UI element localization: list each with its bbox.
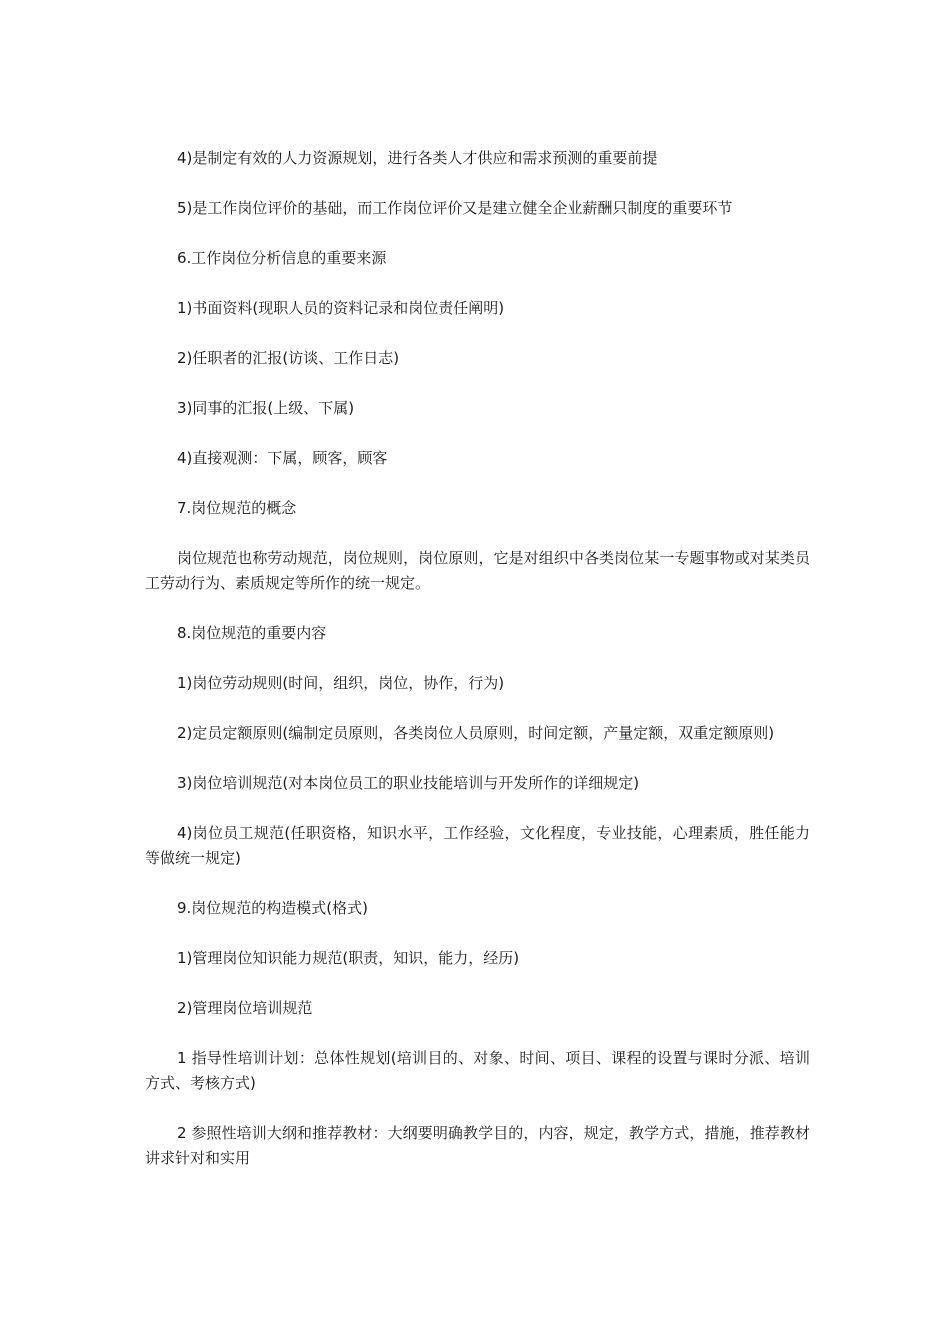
paragraph-item-5-job-evaluation: 5)是工作岗位评价的基础，而工作岗位评价又是建立健全企业薪酬只制度的重要环节 (177, 199, 733, 217)
section-heading-9: 9.岗位规范的构造模式(格式) (177, 899, 369, 917)
paragraph-item-guiding-plan: 1 指导性培训计划：总体性规划(培训目的、对象、时间、项目、课程的设置与课时分派、培训方式、考核方式) (145, 1049, 810, 1092)
paragraph-item-training-spec: 3)岗位培训规范(对本岗位员工的职业技能培训与开发所作的详细规定) (177, 774, 640, 792)
paragraph-item-colleague-reports: 3)同事的汇报(上级、下属) (177, 399, 355, 417)
paragraph-job-spec-definition: 岗位规范也称劳动规范，岗位规则，岗位原则，它是对组织中各类岗位某一专题事物或对某类员工劳动行为、素质规定等所作的统一规定。 (145, 549, 810, 592)
section-heading-8: 8.岗位规范的重要内容 (177, 624, 327, 642)
paragraph-item-management-training: 2)管理岗位培训规范 (177, 999, 313, 1017)
paragraph-item-written-materials: 1)书面资料(现职人员的资料记录和岗位责任阐明) (177, 299, 505, 317)
paragraph-item-incumbent-reports: 2)任职者的汇报(访谈、工作日志) (177, 349, 400, 367)
paragraph-item-staffing-quota: 2)定员定额原则(编制定员原则，各类岗位人员原则，时间定额，产量定额，双重定额原则) (177, 724, 775, 742)
paragraph-item-labor-rules: 1)岗位劳动规则(时间，组织，岗位，协作，行为) (177, 674, 505, 692)
section-heading-7: 7.岗位规范的概念 (177, 499, 297, 517)
paragraph-item-knowledge-ability: 1)管理岗位知识能力规范(职责，知识，能力，经历) (177, 949, 520, 967)
paragraph-item-employee-spec: 4)岗位员工规范(任职资格，知识水平，工作经验，文化程度，专业技能，心理素质，胜任能力等做统一规定) (145, 824, 810, 867)
document-page (145, 146, 810, 1196)
paragraph-item-reference-outline: 2 参照性培训大纲和推荐教材：大纲要明确教学目的，内容，规定，教学方式，措施，推荐教材讲求针对和实用 (145, 1124, 810, 1167)
section-heading-6: 6.工作岗位分析信息的重要来源 (177, 249, 387, 267)
paragraph-item-4-hr-planning: 4)是制定有效的人力资源规划，进行各类人才供应和需求预测的重要前提 (177, 149, 658, 167)
paragraph-item-direct-observation: 4)直接观测：下属，顾客，顾客 (177, 449, 388, 467)
